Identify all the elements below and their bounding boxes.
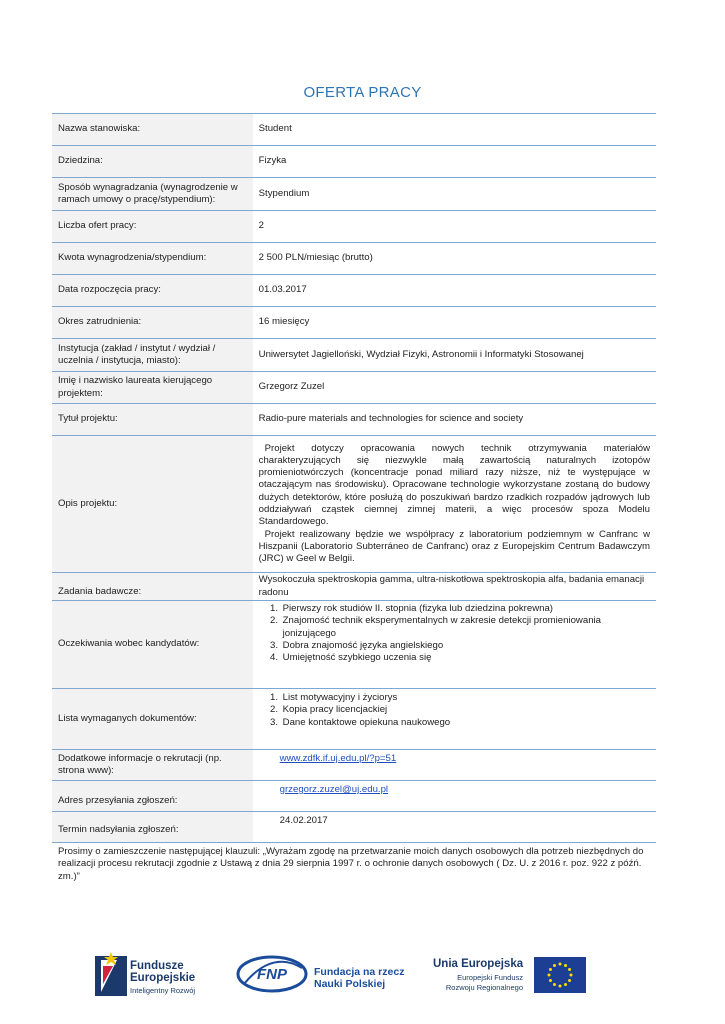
eu-star xyxy=(548,974,551,977)
value-stanowisko: Student xyxy=(253,114,656,146)
list-item: 1. Pierwszy rok studiów II. stopnia (fizyka lub dziedzina pokrewna) xyxy=(281,603,650,615)
eu-star xyxy=(549,979,552,982)
ue-sub-line-2: Rozwoju Regionalnego xyxy=(445,983,523,992)
eu-star xyxy=(549,968,552,971)
eu-flag-icon xyxy=(534,957,586,993)
label-zadania: Zadania badawcze: xyxy=(52,573,253,601)
label-laureat: Imię i nazwisko laureata kierującego projektem: xyxy=(52,372,253,404)
recruitment-info-link[interactable]: www.zdfk.if.uj.edu.pl/?p=51 xyxy=(279,753,397,764)
ue-sub-line-1: Europejski Fundusz xyxy=(457,973,523,982)
table-row xyxy=(52,404,656,436)
ue-subtitle xyxy=(433,973,523,993)
table-row xyxy=(52,436,656,573)
fnp-title xyxy=(314,966,404,990)
eu-star xyxy=(570,974,573,977)
label-dziedzina: Dziedzina: xyxy=(52,146,253,178)
value-dodatkowe xyxy=(253,750,656,781)
table-row xyxy=(52,689,656,750)
table-row xyxy=(52,307,656,339)
value-opis xyxy=(253,436,656,573)
label-dodatkowe: Dodatkowe informacje o rekrutacji (np. strona www): xyxy=(52,750,253,781)
table-row xyxy=(52,573,656,601)
table-row xyxy=(52,114,656,146)
label-termin: Termin nadsyłania zgłoszeń: xyxy=(52,812,253,843)
value-instytucja: Uniwersytet Jagielloński, Wydział Fizyki, Astronomii i Informatyki Stosowanej xyxy=(253,339,656,372)
value-wynagradzanie: Stypendium xyxy=(253,178,656,211)
page-title: OFERTA PRACY xyxy=(303,84,422,101)
eu-star xyxy=(559,985,562,988)
fnp-line-2: Nauki Polskiej xyxy=(314,978,386,990)
value-dokumenty xyxy=(253,689,656,750)
fundusze-europejskie-logo xyxy=(95,950,127,998)
label-dokumenty: Lista wymaganych dokumentów: xyxy=(52,689,253,750)
opis-paragraph-2: Projekt realizowany będzie we współpracy z laboratorium podziemnym w Canfranc w Hiszpanii (Laboratorio Subterráneo de Canfranc) oraz z Europejskim Centrum Badawczym (JRC) w Geel w Belgii. xyxy=(258,528,650,565)
funding-logos xyxy=(0,940,725,1010)
label-stanowisko: Nazwa stanowiska: xyxy=(52,114,253,146)
application-email-link[interactable]: grzegorz.zuzel@uj.edu.pl xyxy=(279,784,389,795)
opis-paragraph-1: Projekt dotyczy opracowania nowych technik otrzymywania materiałów charakteryzujących się niezwykle małą zawartością naturalnych izotopów promieniotwórczych (koncentracje ponad miliard razy niższe, niż te występujące w otaczającym nas środowisku). Opracowane technologie wykorzystane zostaną do budowy dużych detektorów, które posłużą do poszukiwań bardzo rzadkich rozpadów jądrowych lub oddziaływań cząstek ciemnej zimnej materii, a więc procesów spoza Modelu Standardowego. xyxy=(258,442,650,528)
eu-star xyxy=(568,979,571,982)
label-adres: Adres przesyłania zgłoszeń: xyxy=(52,781,253,812)
dokumenty-list xyxy=(259,692,650,729)
table-row xyxy=(52,812,656,843)
eu-star xyxy=(564,983,567,986)
label-okres: Okres zatrudnienia: xyxy=(52,307,253,339)
eu-star xyxy=(553,964,556,967)
fe-title xyxy=(130,960,195,984)
label-oczekiwania: Oczekiwania wobec kandydatów: xyxy=(52,601,253,689)
label-instytucja: Instytucja (zakład / instytut / wydział / uczelnia / instytucja, miasto): xyxy=(52,339,253,372)
eu-star xyxy=(553,983,556,986)
label-wynagradzanie: Sposób wynagradzania (wynagrodzenie w ramach umowy o pracę/stypendium): xyxy=(52,178,253,211)
table-row xyxy=(52,750,656,781)
eu-star xyxy=(564,964,567,967)
table-row xyxy=(52,601,656,689)
value-dziedzina: Fizyka xyxy=(253,146,656,178)
list-item: 4. Umiejętność szybkiego uczenia się xyxy=(281,652,650,664)
value-oczekiwania xyxy=(253,601,656,689)
gdpr-clause: Prosimy o zamieszczenie następującej klauzuli: „Wyrażam zgodę na przetwarzanie moich danych osobowych dla potrzeb niezbędnych do realizacji procesu rekrutacji zgodnie z Ustawą z dnia 29 sierpnia 1997 r. o ochronie danych osobowych ( Dz. U. z 2016 r. poz. 922 z późń. zm.)” xyxy=(58,846,644,882)
eu-star xyxy=(559,963,562,966)
table-row xyxy=(52,781,656,812)
label-data-rozpoczecia: Data rozpoczęcia pracy: xyxy=(52,275,253,307)
value-laureat: Grzegorz Zuzel xyxy=(253,372,656,404)
fe-line-1: Fundusze xyxy=(130,960,184,972)
label-tytul: Tytuł projektu: xyxy=(52,404,253,436)
value-kwota: 2 500 PLN/miesiąc (brutto) xyxy=(253,243,656,275)
table-row xyxy=(52,178,656,211)
ue-title: Unia Europejska xyxy=(433,958,524,970)
table-row xyxy=(52,339,656,372)
oczekiwania-list xyxy=(259,603,650,664)
value-liczba: 2 xyxy=(253,211,656,243)
offer-table xyxy=(52,113,656,843)
table-row xyxy=(52,243,656,275)
label-opis: Opis projektu: xyxy=(52,436,253,573)
label-liczba: Liczba ofert pracy: xyxy=(52,211,253,243)
table-row xyxy=(52,372,656,404)
fnp-logo xyxy=(236,954,308,994)
value-okres: 16 miesięcy xyxy=(253,307,656,339)
table-row xyxy=(52,211,656,243)
value-tytul: Radio-pure materials and technologies for science and society xyxy=(253,404,656,436)
label-kwota: Kwota wynagrodzenia/stypendium: xyxy=(52,243,253,275)
list-item: 2. Kopia pracy licencjackiej xyxy=(281,704,650,716)
list-item: 3. Dane kontaktowe opiekuna naukowego xyxy=(281,717,650,729)
value-termin: 24.02.2017 xyxy=(253,812,656,843)
list-item: 2. Znajomość technik eksperymentalnych w zakresie detekcji promieniowania jonizującego xyxy=(281,615,650,640)
fe-line-2: Europejskie xyxy=(130,972,196,984)
value-adres xyxy=(253,781,656,812)
fe-subtitle: Inteligentny Rozwój xyxy=(130,986,196,995)
list-item: 3. Dobra znajomość języka angielskiego xyxy=(281,640,650,652)
list-item: 1. List motywacyjny i życiorys xyxy=(281,692,650,704)
table-row xyxy=(52,146,656,178)
value-data-rozpoczecia: 01.03.2017 xyxy=(253,275,656,307)
fnp-mark: FNP xyxy=(257,966,287,983)
fnp-line-1: Fundacja na rzecz xyxy=(314,966,405,978)
eu-star xyxy=(568,968,571,971)
table-row xyxy=(52,275,656,307)
value-zadania: Wysokoczuła spektroskopia gamma, ultra-niskotłowa spektroskopia alfa, badania emanacji radonu xyxy=(253,573,656,601)
